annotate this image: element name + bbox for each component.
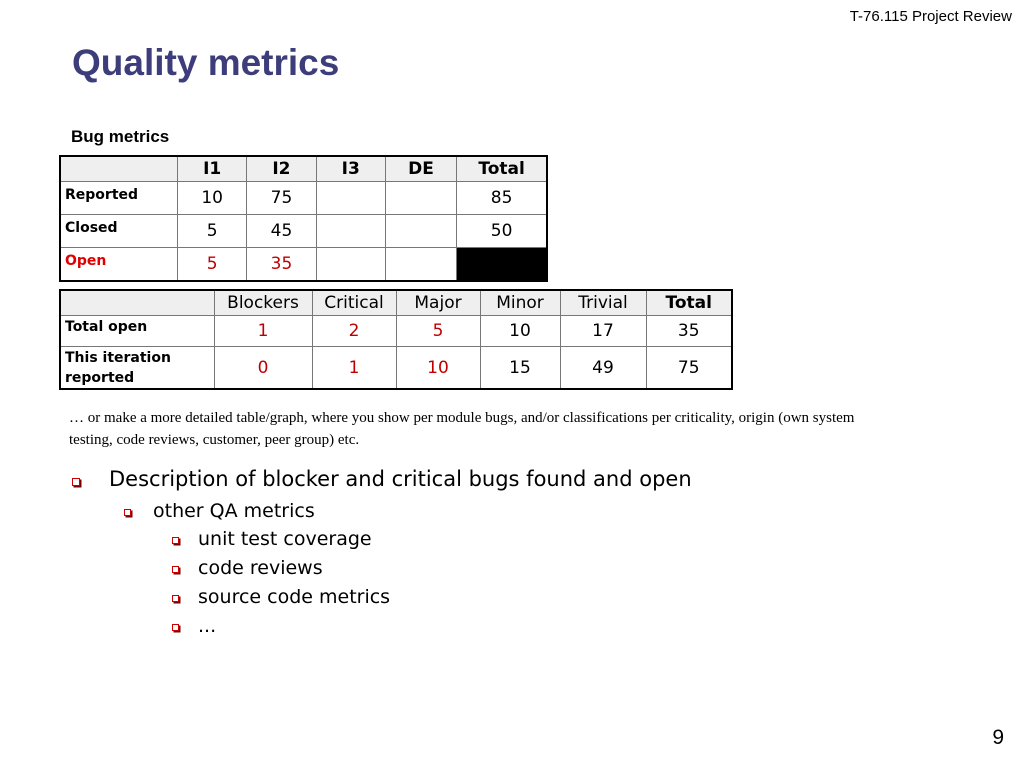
table-row [60, 316, 732, 347]
bullet-item [72, 467, 692, 491]
square-bullet-icon [172, 537, 179, 544]
table-cell [385, 248, 456, 282]
bullet-text: source code metrics [198, 586, 391, 608]
table-row [60, 215, 547, 248]
table-cell: 1 [312, 347, 396, 390]
column-header: Trivial [560, 290, 646, 316]
table-cell: 35 [646, 316, 732, 347]
table-row [60, 182, 547, 215]
filled-cell [457, 248, 547, 282]
table-cell: 5 [178, 248, 247, 282]
bullet-text: code reviews [198, 557, 323, 579]
square-bullet-icon [172, 624, 179, 631]
table-cell [385, 215, 456, 248]
column-header [60, 290, 214, 316]
table-row [60, 248, 547, 282]
note-text: … or make a more detailed table/graph, where you show per module bugs, and/or classifications per criticality, origin (own system testing, code reviews, customer, peer group) etc. [69, 410, 855, 448]
bug-metrics-table [59, 155, 548, 282]
table-cell: 50 [457, 215, 547, 248]
column-header: DE [385, 156, 456, 182]
column-header: I2 [247, 156, 316, 182]
table-cell: 10 [396, 347, 480, 390]
table-cell: 1 [214, 316, 312, 347]
table-cell: 35 [247, 248, 316, 282]
square-bullet-icon [172, 595, 179, 602]
table-cell: 2 [312, 316, 396, 347]
column-header: Major [396, 290, 480, 316]
table-row [60, 347, 732, 390]
table-cell [316, 248, 385, 282]
table-cell: 85 [457, 182, 547, 215]
column-header [60, 156, 178, 182]
column-header: Critical [312, 290, 396, 316]
table-cell: 5 [396, 316, 480, 347]
row-label: Total open [60, 316, 214, 347]
bullet-item [172, 528, 372, 550]
column-header: Total [457, 156, 547, 182]
table-cell: 10 [480, 316, 560, 347]
table-cell: 10 [178, 182, 247, 215]
table-cell: 17 [560, 316, 646, 347]
table-cell [316, 215, 385, 248]
table-cell [316, 182, 385, 215]
table-cell: 75 [646, 347, 732, 390]
column-header: Total [646, 290, 732, 316]
bullet-text: other QA metrics [153, 500, 315, 522]
bullet-text: Description of blocker and critical bugs found and open [109, 467, 692, 491]
bullet-item [172, 557, 323, 579]
bullet-text: ... [198, 615, 217, 637]
table-cell: 0 [214, 347, 312, 390]
table-cell: 45 [247, 215, 316, 248]
row-label: Closed [60, 215, 178, 248]
bullet-text: unit test coverage [198, 528, 372, 550]
column-header: I3 [316, 156, 385, 182]
header-label: T-76.115 Project Review [849, 8, 1012, 25]
page-number: 9 [992, 726, 1004, 749]
bullet-item [124, 500, 315, 522]
row-label: This iteration reported [60, 347, 214, 390]
table-cell [385, 182, 456, 215]
column-header: Blockers [214, 290, 312, 316]
table-header-row [60, 156, 547, 182]
row-label: Open [60, 248, 178, 282]
square-bullet-icon [124, 509, 131, 516]
table-cell: 15 [480, 347, 560, 390]
column-header: Minor [480, 290, 560, 316]
table-cell: 5 [178, 215, 247, 248]
bullet-item [172, 586, 390, 608]
table-cell: 49 [560, 347, 646, 390]
table-cell: 75 [247, 182, 316, 215]
square-bullet-icon [72, 478, 80, 486]
square-bullet-icon [172, 566, 179, 573]
table-header-row [60, 290, 732, 316]
page-title: Quality metrics [72, 42, 340, 83]
row-label: Reported [60, 182, 178, 215]
bug-metrics-label: Bug metrics [71, 127, 170, 146]
severity-metrics-table [59, 289, 733, 390]
column-header: I1 [178, 156, 247, 182]
bullet-item [172, 615, 216, 637]
